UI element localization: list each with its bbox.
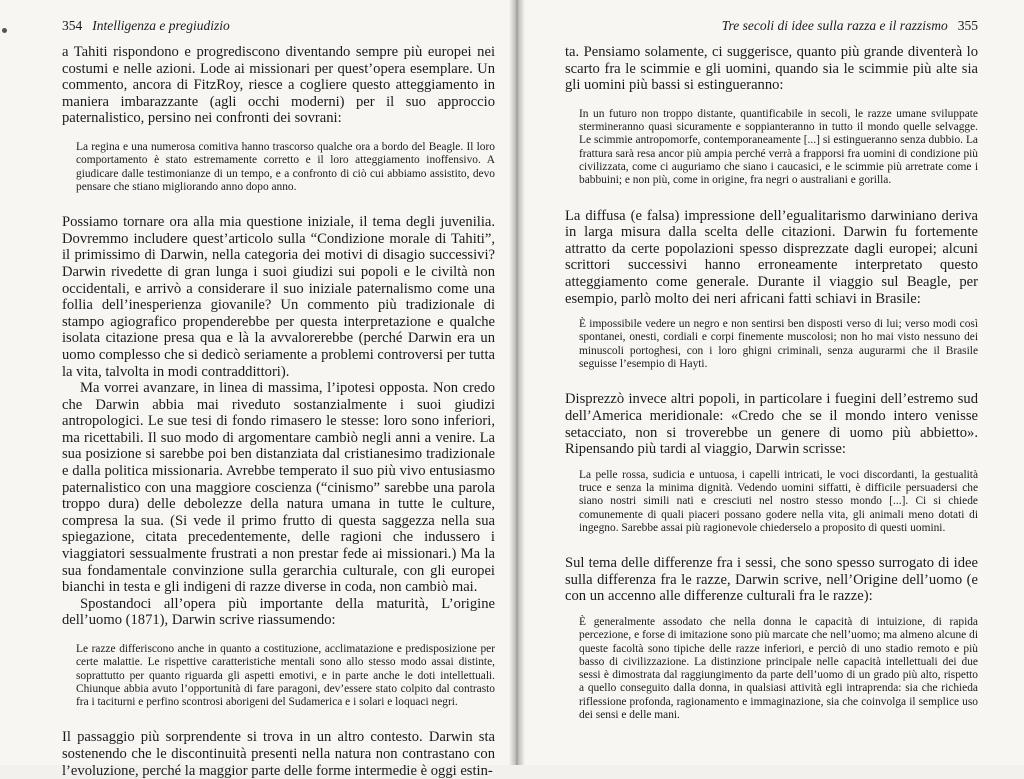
body-paragraph: ta. Pensiamo solamente, ci suggerisce, quanto più grande diventerà lo scarto fra le scimmie e gli uomini, quando sia le scimmie più alte sia gli uomini più bassi si estingueranno: bbox=[565, 44, 978, 94]
block-quote: È generalmente assodato che nella donna le capacità di intuizione, di rapida percezione, e forse di imitazione sono più marcate che nell’uomo; ma almeno alcune di queste facoltà sono tipiche delle razze inferiori, e perciò di uno stadio remoto e più basso di civilizzazione. La distinzione principale nelle capacità intellettuali dei due sessi è dimostrata dal raggiungimento da parte dell’uomo di un grado più alto, rispetto a quello conseguito dalla donna, in qualsiasi attività egli intraprenda: sia che richieda riflessione profonda, ragionamento e immaginazione, sia che coinvolga il semplice uso dei sensi e delle mani. bbox=[579, 615, 978, 722]
block-quote: La regina e una numerosa comitiva hanno trascorso qualche ora a bordo del Beagle. Il loro comportamento è stato estremamente corretto e il loro atteggiamento inoffensivo. A giudicare dalle testimonianze di un tempo, e a confronto di ciò cui abbiamo assistito, devo pensare che stiano migliorando anno dopo anno. bbox=[76, 140, 495, 193]
right-page-header bbox=[565, 18, 978, 34]
book-gutter bbox=[509, 0, 525, 765]
body-paragraph: Disprezzò invece altri popoli, in particolare i fuegini dell’estremo sud dell’America meridionale: «Credo che se il mondo intero venisse setacciato, non si troverebbe un genere di uomo più abbietto». Ripensando più tardi al viaggio, Darwin scrisse: bbox=[565, 391, 978, 458]
body-paragraph: Sul tema delle differenze fra i sessi, che sono spesso surrogato di idee sulla differenza fra le razze, Darwin scrive, nell’Origine dell’uomo (e con un accenno alle differenze culturali fra le razze): bbox=[565, 555, 978, 605]
body-paragraph: La diffusa (e falsa) impressione dell’egualitarismo darwiniano deriva in larga misura dalla scelta delle citazioni. Darwin fu fortemente attratto da certe popolazioni spesso disprezzate dagli europei; alcuni scrittori successivi hanno erroneamente interpretato questo atteggiamento come generale. Durante il viaggio sul Beagle, per esempio, parlò molto dei neri africani fatti schiavi in Brasile: bbox=[565, 207, 978, 307]
body-paragraph: Possiamo tornare ora alla mia questione iniziale, il tema degli juvenilia. Dovremmo includere quest’articolo sulla “Condizione morale di Tahiti”, il primissimo di Darwin, nella categoria dei motivi di disagio successivi? Darwin rivedette di gran lunga i suoi giudizi sui popoli e le civiltà non occidentali, e arrivò a considerare il suo iniziale paternalismo come una follia dell’inesperienza giovanile? Un commento più tradizionale di stampo agiografico propenderebbe per questa interpretazione e qualche isolata citazione presa qua e là la avvalorerebbe (perché Darwin era un uomo complesso che si dedicò seriamente a problemi controversi per tutta la vita, talvolta in modi contraddittori). bbox=[62, 214, 495, 380]
body-paragraph: Ma vorrei avanzare, in linea di massima, l’ipotesi opposta. Non credo che Darwin abbia mai riveduto sostanzialmente i suoi giudizi antropologici. Le sue tesi di fondo rimasero le stesse: loro sono inferiori, ma ricettabili. Il suo modo di argomentare cambiò negli anni a venire. La sua posizione si sarebbe poi ben distanziata dal cristianesimo tradizionale e dalla politica missionaria. Avrebbe temperato il suo più vivo entusiasmo paternalistico con una maggiore coscienza (“cinismo” sarebbe una parola troppo dura) delle debolezze della natura umana in tutte le culture, compresa la sua. (Si vede il primo frutto di questa saggezza nella sua spiegazione, citata precedentemente, delle ragioni che indussero i viaggiatori sessualmente frustrati a non prestar fede ai missionari.) Ma la sua fondamentale convinzione sulla gerarchia culturale, con gli europei bianchi in testa e gli indigeni di razze diverse in coda, non cambiò mai. bbox=[62, 380, 495, 596]
block-quote: La pelle rossa, sudicia e untuosa, i capelli intricati, le voci discordanti, la gestualità truce e senza la minima dignità. Vedendo uomini siffatti, è difficile persuadersi che siano nostri simili nati e cresciuti nel nostro stesso mondo [...]. Ci si chiede comunemente di quali piaceri possano godere nella vita, gli animali meno dotati di ingegno. Sarebbe assai più ragionevole chiederselo a proposito di questi uomini. bbox=[579, 468, 978, 534]
body-paragraph: a Tahiti rispondono e progrediscono diventando sempre più europei nei costumi e nelle azioni. Lode ai missionari per quest’opera esemplare. Un commento, ancora di FitzRoy, riesce a cogliere questo atteggiamento in maniera imbarazzante (agli occhi moderni) per il suo approccio paternalistico, persino nei confronti dei sovrani: bbox=[62, 44, 495, 127]
left-running-header: Intelligenza e pregiudizio bbox=[92, 18, 230, 33]
left-page-number: 354 bbox=[62, 18, 83, 33]
right-running-header: Tre secoli di idee sulla razza e il razzismo bbox=[721, 18, 948, 33]
block-quote: In un futuro non troppo distante, quantificabile in secoli, le razze umane sviluppate stermineranno quasi sicuramente e soppianteranno in tutto il mondo quelle selvagge. Le scimmie antropomorfe, contemporaneamente [...] si estingueranno senza dubbio. La frattura sarà resa ancor più ampia perché verrà a frapporsi fra uomini di condizione più civilizzata, come ci auguriamo che siano i caucasici, e le scimmie più arretrate come i babbuini; e non più, come in origine, fra negri o australiani e gorilla. bbox=[579, 107, 978, 187]
ink-spot bbox=[2, 28, 7, 33]
body-paragraph: Spostandoci all’opera più importante della maturità, L’origine dell’uomo (1871), Darwin scrive riassumendo: bbox=[62, 595, 495, 629]
left-page-header bbox=[62, 18, 495, 34]
right-page bbox=[517, 0, 1024, 765]
block-quote: È impossibile vedere un negro e non sentirsi ben disposti verso di lui; verso modi così spontanei, onesti, cordiali e corpi finemente muscolosi; non ho mai visto nessuno dei minuscoli portoghesi, con i loro ghigni criminali, senza augurarmi che il Brasile seguisse l’esempio di Hayti. bbox=[579, 318, 978, 371]
block-quote: Le razze differiscono anche in quanto a costituzione, acclimatazione e predisposizione per certe malattie. Le rispettive caratteristiche mentali sono allo stesso modo assai distinte, soprattutto per quanto riguarda gli aspetti emotivi, e in parte anche le doti intellettuali. Chiunque abbia avuto l’opportunità di fare paragoni, dev’essere stato colpito dal contrasto fra i taciturni e perfino scontrosi aborigeni del Sudamerica e i solari e loquaci negri. bbox=[76, 643, 495, 709]
right-page-number: 355 bbox=[957, 18, 978, 33]
body-paragraph: Il passaggio più sorprendente si trova in un altro contesto. Darwin sta sostenendo che le discontinuità presenti nella natura non contrastano con l’evoluzione, perché la maggior parte delle forme intermedie è oggi estin- bbox=[62, 729, 495, 779]
